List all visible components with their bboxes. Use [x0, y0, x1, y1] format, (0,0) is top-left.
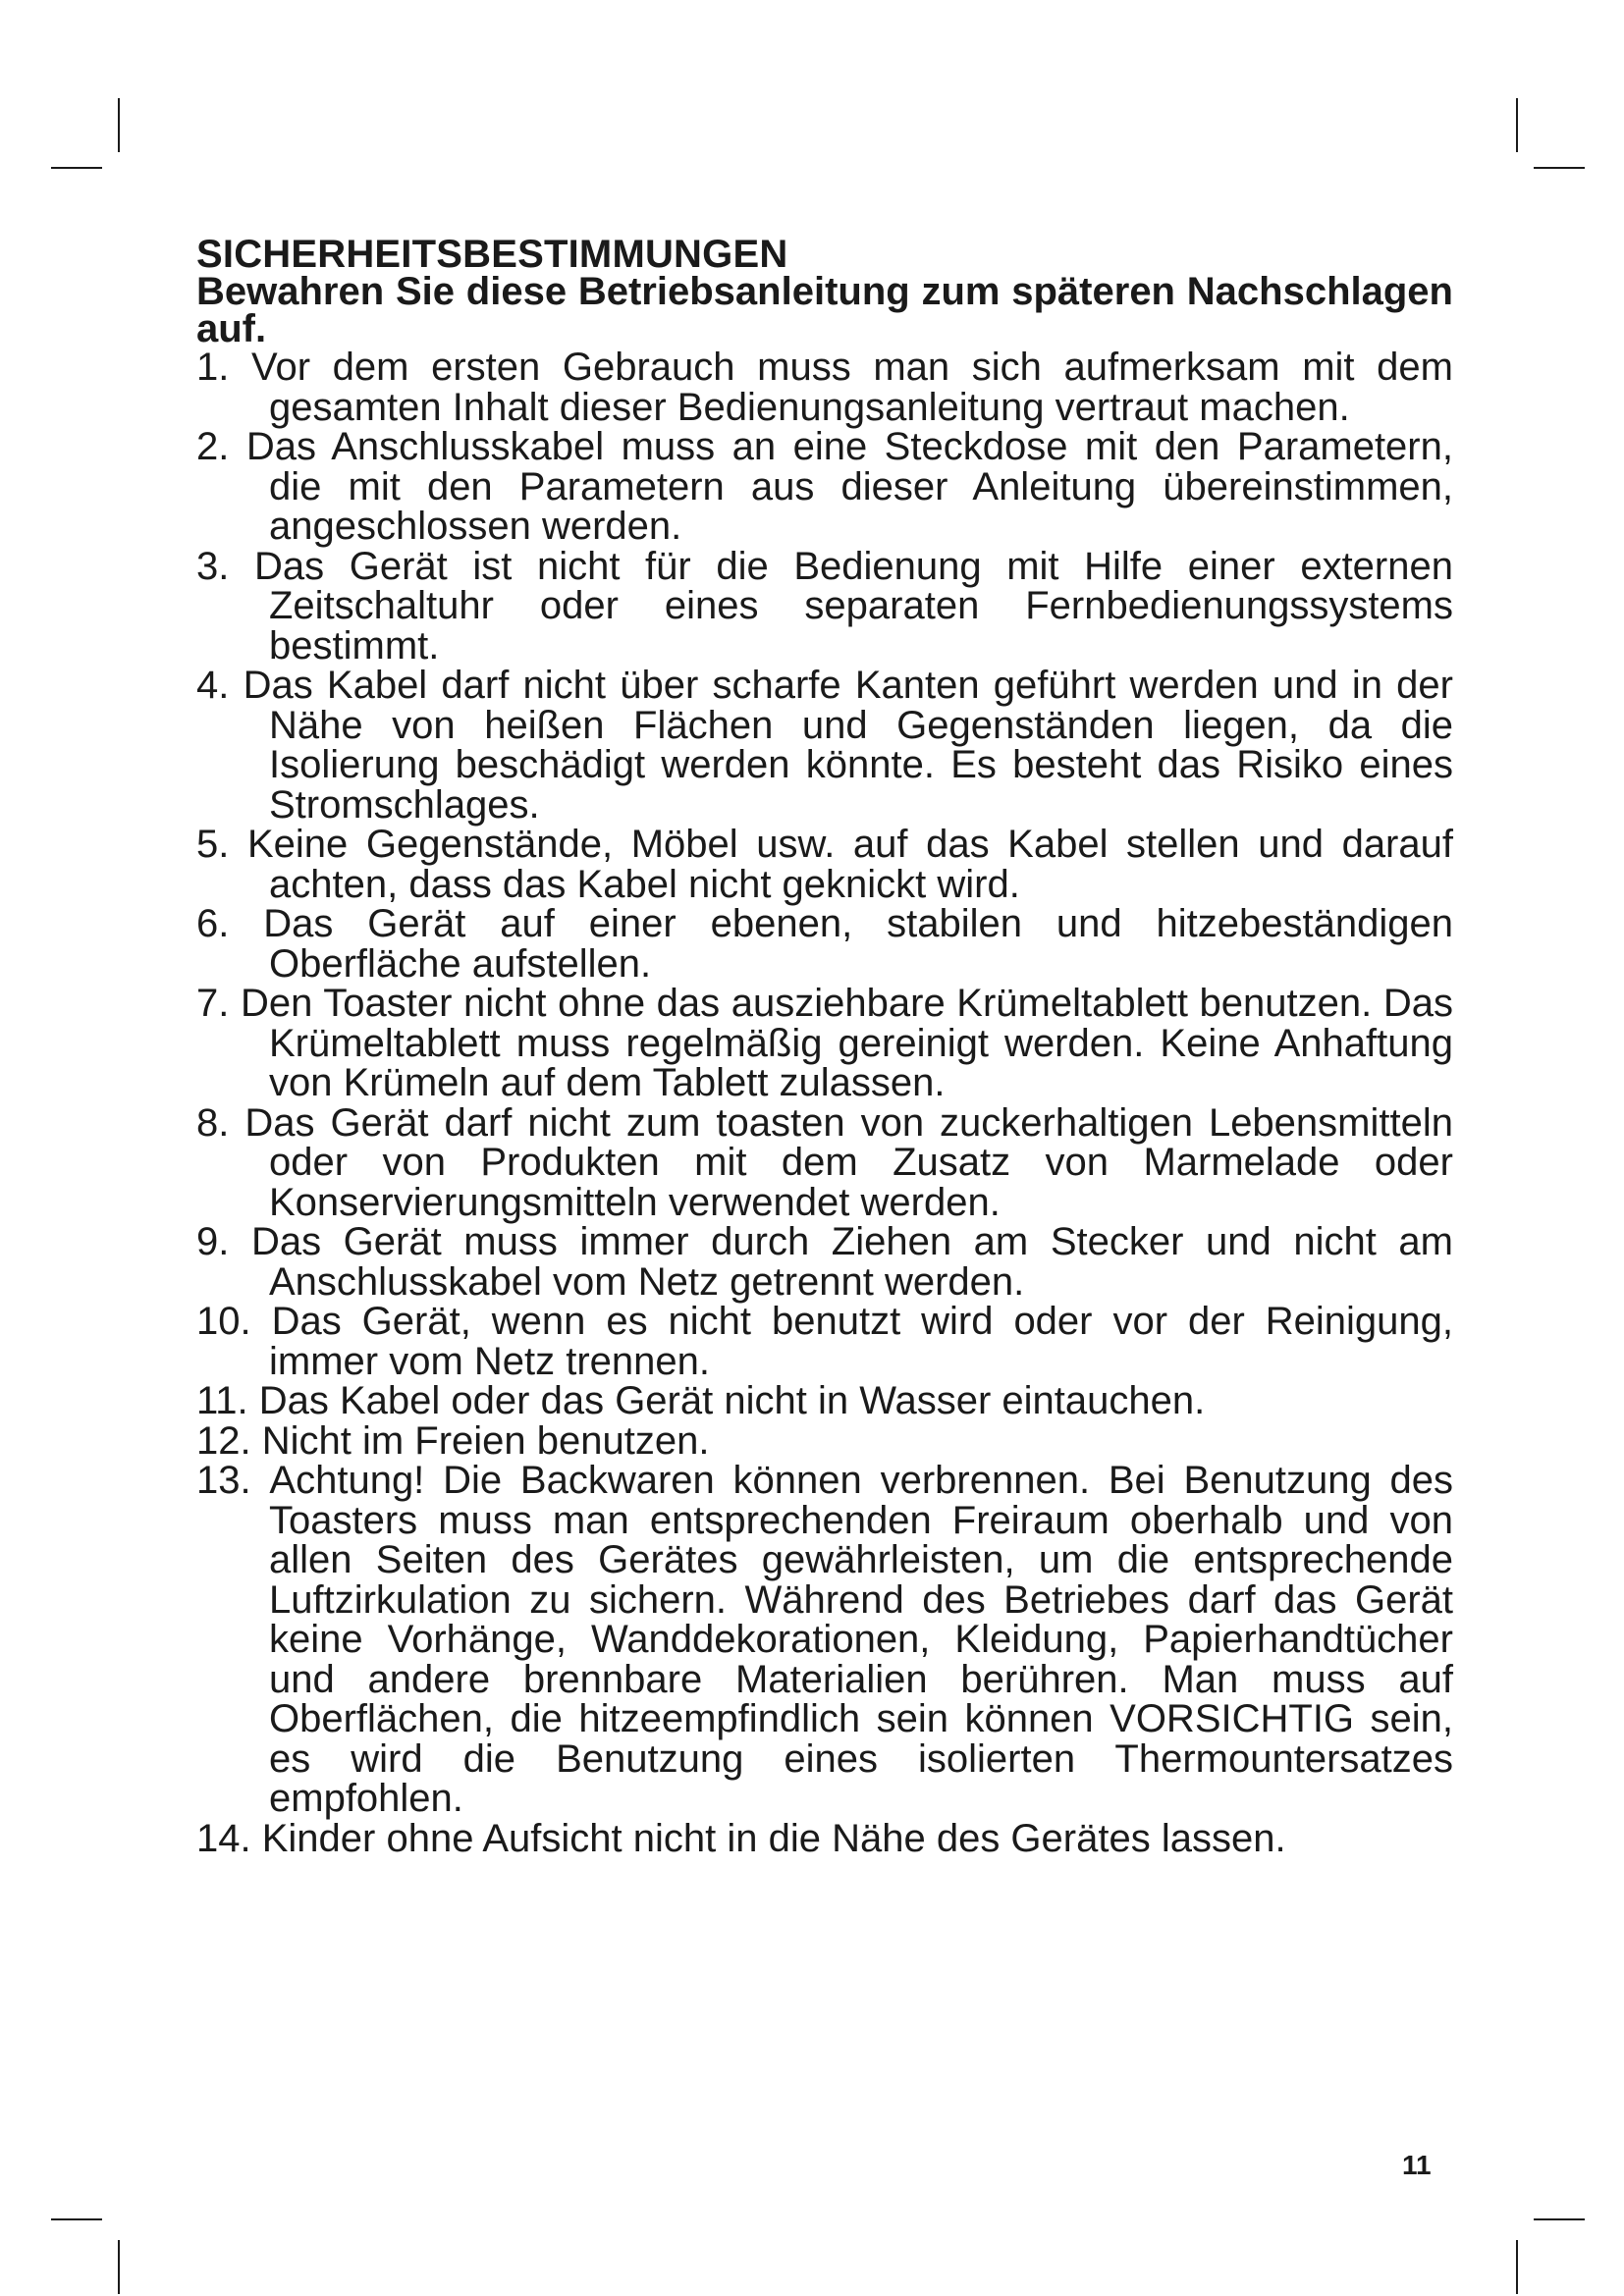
list-item-number: 11. — [196, 1379, 259, 1422]
list-item-number: 13. — [196, 1459, 270, 1502]
list-item-number: 3. — [196, 544, 254, 588]
list-item-number: 7. — [196, 982, 241, 1025]
list-item-number: 14. — [196, 1816, 262, 1860]
list-item — [196, 1418, 1453, 1463]
list-item-text: Achtung! Die Backwaren können verbrennen. Bei Benutzung des Toasters muss man entsprechenden Freiraum oberhalb und von allen Seiten des Gerätes gewährleisten, um die entsprechende Luftzirkulation zu sichern. Während des Betriebes darf das Gerät keine Vorhänge, Wanddekorationen, Kleidung, Papierhandtücher und andere brennbare Materialien berühren. Man muss auf Oberflächen, die hitzeempfindlich sein können VORSICHTIG sein, es wird die Benutzung eines isolierten Thermountersatzes empfohlen. — [269, 1459, 1454, 1820]
list-item — [196, 427, 1453, 547]
crop-mark-top-left-horizontal — [51, 167, 102, 169]
list-item — [196, 1100, 1453, 1224]
list-item-text: Das Gerät muss immer durch Ziehen am Stecker und nicht am Anschlusskabel vom Netz getrennt werden. — [250, 1220, 1453, 1304]
page-number: 11 — [1402, 2150, 1432, 2180]
crop-mark-bottom-left-horizontal — [51, 2218, 102, 2220]
list-item — [196, 1302, 1453, 1381]
list-item-number: 6. — [196, 902, 264, 945]
crop-mark-top-left-vertical — [118, 98, 120, 152]
list-item — [196, 904, 1453, 984]
list-item-number: 4. — [196, 664, 244, 707]
crop-mark-bottom-right-vertical — [1516, 2240, 1518, 2294]
list-item-number: 2. — [196, 425, 246, 468]
crop-mark-bottom-left-vertical — [118, 2240, 120, 2294]
crop-mark-top-right-horizontal — [1534, 167, 1585, 169]
list-item-number: 8. — [196, 1100, 245, 1145]
list-item-text: Das Kabel darf nicht über scharfe Kanten geführt werden und in der Nähe von heißen Flächen und Gegenständen liegen, da die Isolierung beschädigt werden könnte. Es besteht das Risiko eines Stromschlages. — [243, 664, 1453, 827]
list-item — [196, 544, 1453, 667]
list-item — [196, 825, 1453, 904]
list-item-number: 1. — [196, 346, 251, 389]
list-item-text: Den Toaster nicht ohne das ausziehbare Krümeltablett benutzen. Das Krümeltablett muss regelmäßig gereinigt werden. Keine Anhaftung von Krümeln auf dem Tablett zulassen. — [240, 982, 1453, 1104]
list-item-text: Das Gerät auf einer ebenen, stabilen und hitzebeständigen Oberfläche aufstellen. — [263, 902, 1453, 986]
list-item-number: 5. — [196, 823, 247, 866]
list-item-text: Das Gerät ist nicht für die Bedienung mit Hilfe einer externen Zeitschaltuhr oder eines separaten Fernbedienungssystems bestimmt. — [253, 544, 1453, 667]
crop-mark-top-right-vertical — [1516, 98, 1518, 152]
list-item — [196, 1816, 1453, 1860]
list-item-number: 9. — [196, 1220, 251, 1263]
list-item — [196, 666, 1453, 825]
page-title: SICHERHEITSBESTIMMUNGEN — [196, 233, 788, 276]
safety-instructions-list — [196, 347, 1453, 1858]
list-item-text: Das Gerät darf nicht zum toasten von zuckerhaltigen Lebensmitteln oder von Produkten mit dem Zusatz von Marmelade oder Konservierungsmitteln verwendet werden. — [244, 1100, 1453, 1224]
list-item-number: 12. — [196, 1418, 262, 1463]
list-item — [196, 984, 1453, 1103]
crop-mark-bottom-right-horizontal — [1534, 2218, 1585, 2220]
page-subtitle: Bewahren Sie diese Betriebsanleitung zum späteren Nachschlagen auf. — [196, 270, 1453, 350]
list-item-text: Vor dem ersten Gebrauch muss man sich aufmerksam mit dem gesamten Inhalt dieser Bedienungsanleitung vertraut machen. — [250, 346, 1453, 429]
list-item — [196, 347, 1453, 427]
list-item — [196, 1222, 1453, 1302]
list-item-text: Das Kabel oder das Gerät nicht in Wasser eintauchen. — [258, 1379, 1206, 1422]
list-item-text: Das Anschlusskabel muss an eine Steckdose mit den Parametern, die mit den Parametern aus dieser Anleitung übereinstimmen, angeschlossen werden. — [245, 425, 1453, 548]
list-item — [196, 1461, 1453, 1819]
list-item-text: Nicht im Freien benutzen. — [261, 1418, 710, 1463]
list-item-text: Das Gerät, wenn es nicht benutzt wird oder vor der Reinigung, immer vom Netz trennen. — [269, 1300, 1453, 1383]
list-item-text: Kinder ohne Aufsicht nicht in die Nähe des Gerätes lassen. — [261, 1816, 1286, 1860]
list-item — [196, 1381, 1453, 1421]
list-item-number: 10. — [196, 1300, 272, 1343]
document-body — [196, 233, 1454, 1860]
list-item-text: Keine Gegenstände, Möbel usw. auf das Kabel stellen und darauf achten, dass das Kabel nicht geknickt wird. — [246, 823, 1453, 906]
